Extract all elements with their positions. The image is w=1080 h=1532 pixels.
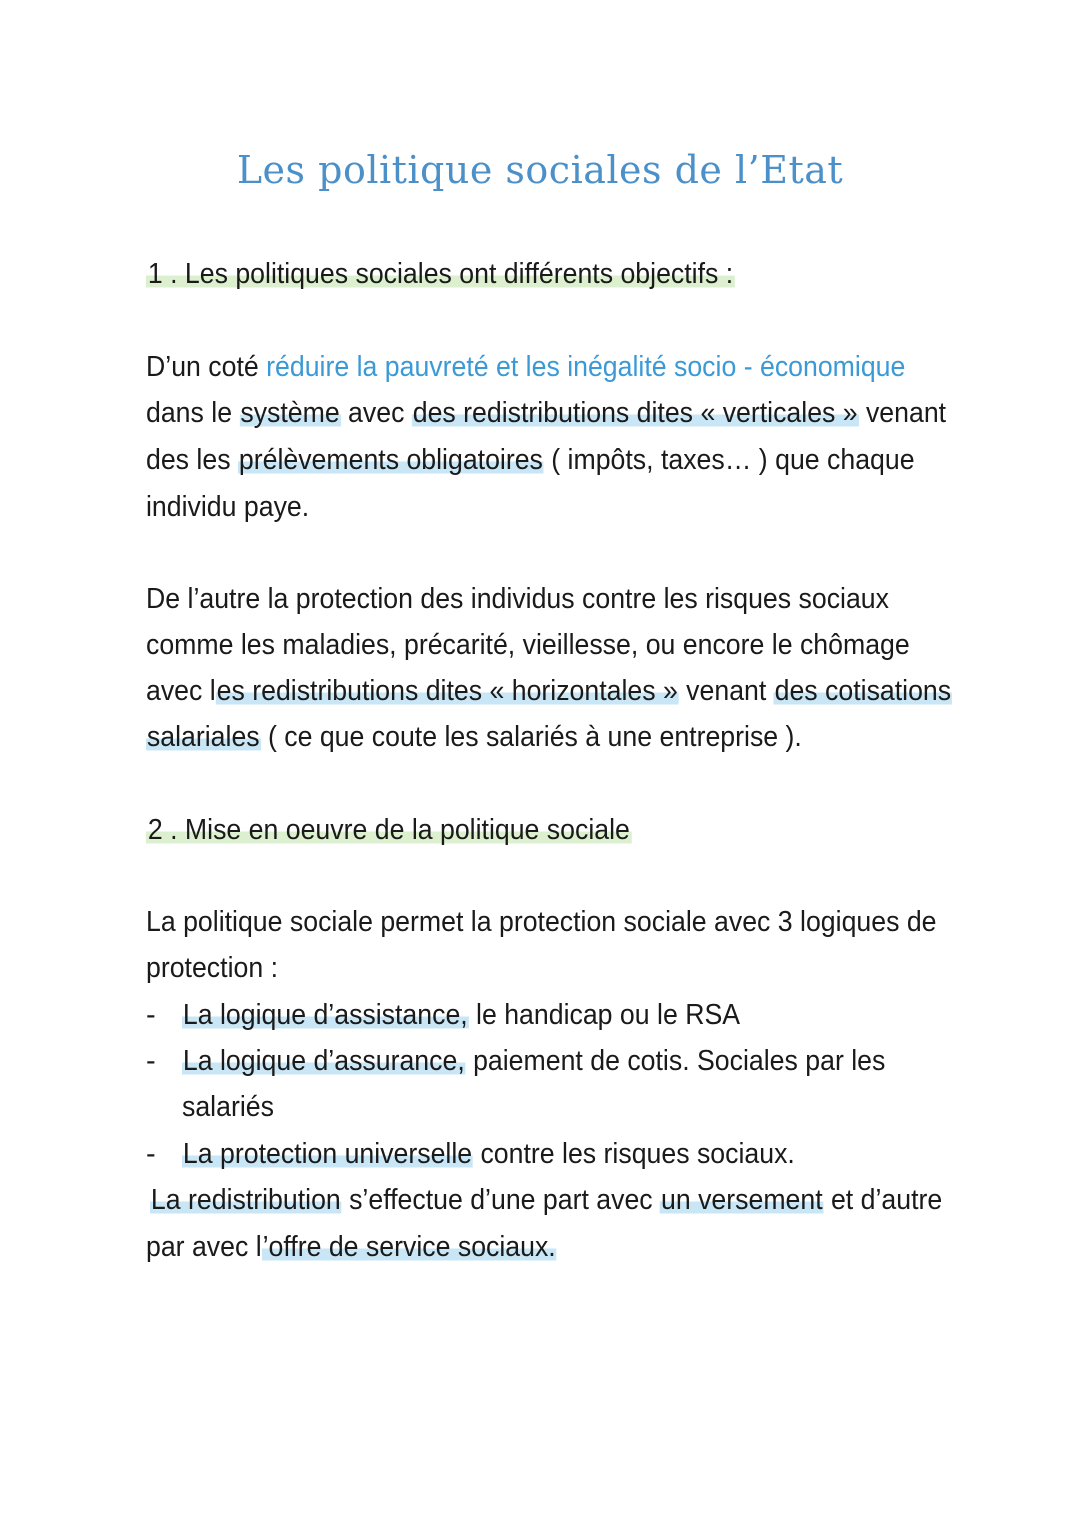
text-span: paiement de cotis. Sociales par les [465,1045,886,1077]
highlight-text: prélèvements obligatoires [238,444,543,476]
list-bullet: - [146,999,156,1031]
page-title: Les politique sociales de l’Etat [236,148,844,192]
s1-p2-line-3 [146,668,952,714]
highlight-text: La logique d’assurance, [182,1045,465,1077]
text-span: D’un coté [146,351,267,383]
highlight-text: système [240,397,340,429]
s1-p1-line-1 [146,344,905,390]
list-item-1 [182,992,740,1038]
text-span: ( ce que coute les salariés à une entreprise ). [260,721,802,753]
s2-p1-line-1: La politique sociale permet la protection sociale avec 3 logiques de [146,906,937,938]
s2-p1-line-2: protection : [146,952,279,984]
s2-p2-line-2 [146,1224,557,1270]
list-bullet: - [146,1045,156,1077]
highlight-text: ’offre de service sociaux. [262,1231,556,1263]
highlight-text: réduire la pauvreté et les inégalité socio - économique [266,351,906,383]
text-span: avec [340,397,412,429]
list-item-2 [182,1038,885,1084]
s1-p1-line-4: individu paye. [146,491,310,523]
s1-p2-line-1: De l’autre la protection des individus contre les risques sociaux [146,583,889,615]
text-span: ( impôts, taxes… ) que chaque [543,444,915,476]
list-item-2-continued: salariés [182,1091,274,1123]
s1-p1-line-3 [146,437,915,483]
highlight-text: La protection universelle [182,1138,473,1170]
text-span: dans le [146,397,240,429]
highlight-text: La logique d’assistance, [182,999,468,1031]
text-span: s’effectue d’une part avec [341,1184,661,1216]
list-bullet: - [146,1138,156,1170]
s2-p2-line-1 [150,1177,942,1223]
highlight-text: es redistributions dites « horizontales » [216,675,678,707]
text-span: venant [858,397,947,429]
text-span: des les [146,444,238,476]
section-2-heading-text: 2 . Mise en oeuvre de la politique sociale [147,814,630,846]
highlight-text: salariales [146,721,260,753]
section-1-heading [146,251,735,297]
text-span: et d’autre [823,1184,943,1216]
s1-p2-line-2: comme les maladies, précarité, vieillesse, ou encore le chômage [146,629,910,661]
text-span: contre les risques sociaux. [473,1138,795,1170]
text-span: venant [678,675,774,707]
list-item-3 [182,1131,795,1177]
highlight-text: des cotisations [774,675,952,707]
text-span: par avec l [146,1231,262,1263]
section-2-heading [146,807,632,853]
text-span: le handicap ou le RSA [468,999,741,1031]
section-1-heading-text: 1 . Les politiques sociales ont différents objectifs : [147,258,734,290]
highlight-text: des redistributions dites « verticales » [412,397,858,429]
s1-p2-line-4 [146,714,802,760]
s1-p1-line-2 [146,390,946,436]
highlight-text: un versement [660,1184,823,1216]
highlight-text: La redistribution [150,1184,341,1216]
text-span: avec l [146,675,216,707]
